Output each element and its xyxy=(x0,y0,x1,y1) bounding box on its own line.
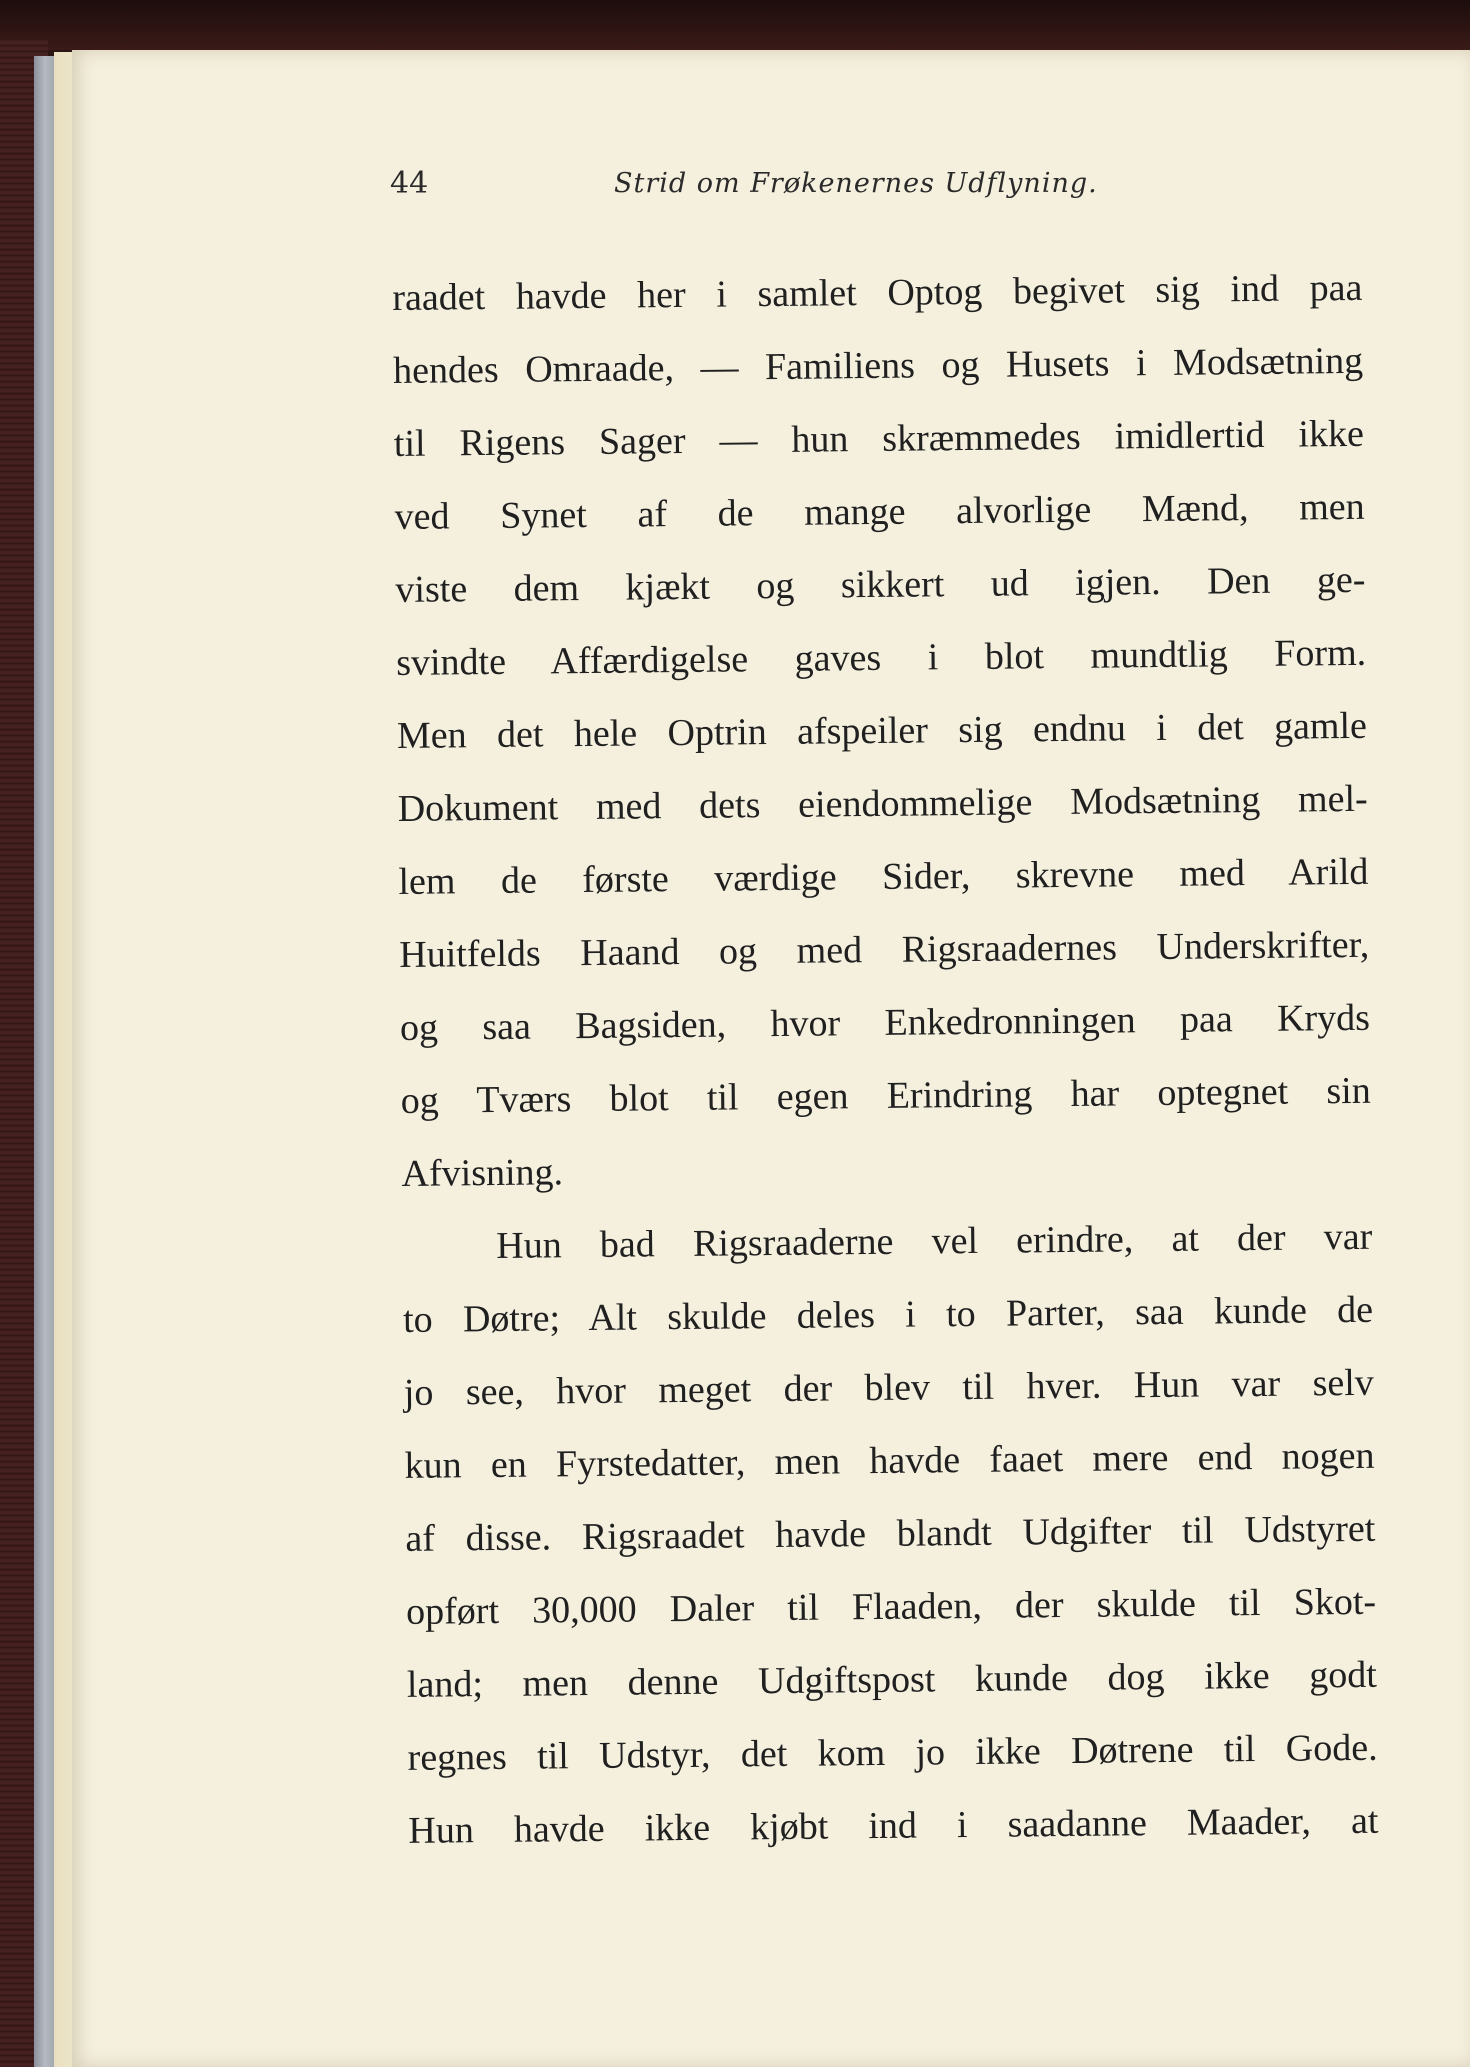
text-line: Men det hele Optrin afspeiler sig endnu i det gamle xyxy=(396,704,1368,757)
text-line: land; men denne Udgiftspost kunde dog ikke godt xyxy=(406,1653,1378,1706)
page-stack-edge xyxy=(34,56,56,2067)
text-line: til Rigens Sager — hun skræmmedes imidlertid ikke xyxy=(393,412,1365,465)
page-header xyxy=(390,166,1150,206)
text-line: regnes til Udstyr, det kom jo ikke Døtrene til Gode. xyxy=(407,1726,1378,1779)
text-line: opført 30,000 Daler til Flaaden, der skulde til Skot- xyxy=(405,1580,1377,1633)
text-line: af disse. Rigsraadet havde blandt Udgifter til Udstyret xyxy=(405,1507,1376,1560)
text-line: raadet havde her i samlet Optog begivet sig ind paa xyxy=(392,266,1363,319)
text-line: ved Synet af de mange alvorlige Mænd, men xyxy=(394,485,1365,538)
running-title: Strid om Frøkenernes Udflyning. xyxy=(614,168,1098,199)
page-number: 44 xyxy=(390,166,429,201)
top-shadow xyxy=(0,0,1470,50)
text-line: Afvisning. xyxy=(401,1151,564,1195)
text-line: svindte Affærdigelse gaves i blot mundtlig Form. xyxy=(395,631,1367,684)
text-line: jo see, hvor meget der blev til hver. Hun var selv xyxy=(403,1361,1375,1414)
body-text xyxy=(392,252,1379,1868)
text-line: hendes Omraade, — Familiens og Husets i Modsætning xyxy=(392,339,1364,392)
text-line: kun en Fyrstedatter, men havde faaet mere end nogen xyxy=(404,1434,1375,1487)
text-line: to Døtre; Alt skulde deles i to Parter, saa kunde de xyxy=(402,1288,1374,1341)
text-line: Hun bad Rigsraaderne vel erindre, at der var xyxy=(496,1215,1373,1267)
text-line: lem de første værdige Sider, skrevne med Arild xyxy=(398,850,1369,903)
text-line: og saa Bagsiden, hvor Enkedronningen paa Kryds xyxy=(399,996,1371,1049)
text-line: Huitfelds Haand og med Rigsraadernes Underskrifter, xyxy=(399,923,1370,976)
text-line: Dokument med dets eiendommelige Modsætning mel- xyxy=(397,777,1368,830)
text-line: og Tværs blot til egen Erindring har optegnet sin xyxy=(400,1069,1371,1122)
text-line: viste dem kjækt og sikkert ud igjen. Den ge- xyxy=(395,558,1366,611)
text-line: Hun havde ikke kjøbt ind i saadanne Maader, at xyxy=(408,1799,1379,1852)
